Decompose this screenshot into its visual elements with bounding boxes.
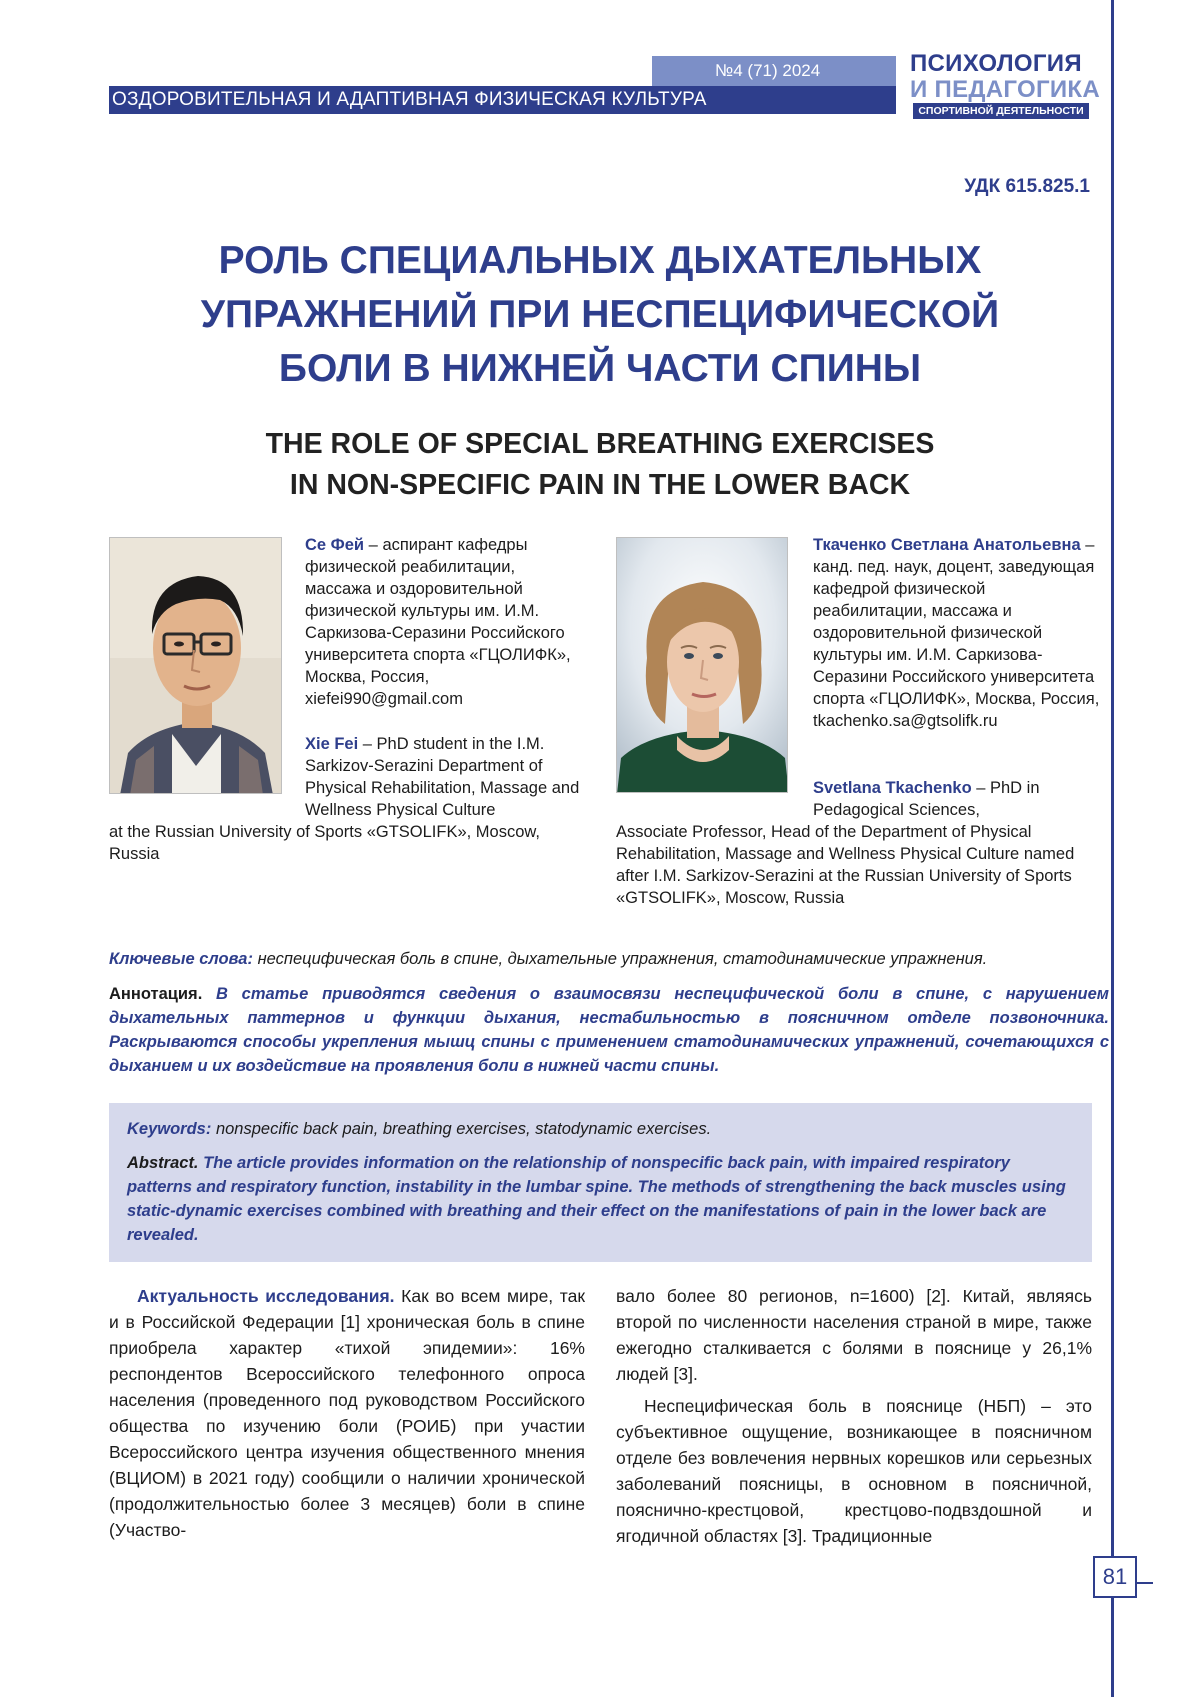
title-ru-line3: БОЛИ В НИЖНЕЙ ЧАСТИ СПИНЫ [278, 347, 922, 390]
logo-line1: ПСИХОЛОГИЯ [910, 50, 1082, 77]
body-paragraph [109, 1283, 585, 1543]
abstract-en-text: The article provides information on the relationship of nonspecific back pain, with impaired respiratory patterns and respiratory function, instability in the lumbar spine. The methods of strengthening the back muscles using static-dynamic exercises combined with breathing and their effect on the manifestations of pain in the lower back are revealed. [127, 1154, 1066, 1244]
body-column-left [109, 1283, 585, 1543]
body-paragraph: вало более 80 регионов, n=1600) [2]. Китай, являясь второй по численности населения страной в мире, также ежегодно сталкивается с болями в пояснице у 26,1% людей [3]. [616, 1286, 1092, 1384]
body-text: Как во всем мире, так и в Российской Федерации [1] хроническая боль в спине приобрела характер «тихой эпидемии»: 16% респондентов Всероссийского телефонного опроса населения (проведенного под руководством Российского общества по изучению боли (РОИБ) при участии Всероссийского центра изучения общественного мнения (ВЦИОМ) в 2021 году) сообщили о наличии хронической (продолжительностью более 3 месяцев) боли в спине (Участво- [109, 1286, 585, 1540]
page-number: 81 [1093, 1556, 1137, 1598]
author2-bio-en [813, 777, 1103, 821]
right-edge-rule [1111, 0, 1114, 1697]
author2-photo [616, 537, 788, 793]
abstract-ru [109, 982, 1109, 1078]
logo-line2: И ПЕДАГОГИКА [910, 76, 1100, 103]
keywords-ru-label: Ключевые слова: [109, 950, 253, 968]
author2-portrait-illustration [617, 538, 788, 793]
author1-bio-en-cont: at the Russian University of Sports «GTSOLIFK», Moscow, Russia [109, 823, 540, 863]
author1-affiliation-en: – PhD student in the I.M. Sarkizov-Serazini Department of Physical Rehabilitation, Massage and Wellness Physical Culture [305, 735, 580, 819]
journal-logo [905, 50, 1100, 120]
author1-bio-ru [305, 534, 585, 710]
author1-photo [109, 537, 282, 794]
title-ru-line1: РОЛЬ СПЕЦИАЛЬНЫХ ДЫХАТЕЛЬНЫХ [218, 239, 982, 282]
body-column-right [616, 1283, 1092, 1549]
keywords-en-text: nonspecific back pain, breathing exercises, statodynamic exercises. [211, 1120, 712, 1138]
author2-name-en: Svetlana Tkachenko [813, 779, 972, 797]
title-english [100, 424, 1100, 506]
title-russian [100, 234, 1100, 396]
author1-name-en: Xie Fei [305, 735, 359, 753]
title-en-line1: THE ROLE OF SPECIAL BREATHING EXERCISES [265, 428, 935, 460]
abstract-en-label: Abstract. [127, 1154, 199, 1172]
author1-affiliation-ru: – аспирант кафедры физической реабилитации, массажа и оздоровительной физической культуры им. И.М. Саркизова-Серазини Российского университета спорта «ГЦОЛИФК», Москва, Россия, xiefei990@gmail.com [305, 536, 571, 708]
author2-affiliation-en: – PhD in Pedagogical Sciences, [813, 779, 1040, 819]
author1-portrait-illustration [110, 538, 282, 794]
issue-number: №4 (71) 2024 [652, 56, 896, 86]
author1-bio-en [305, 733, 585, 821]
abstract-ru-label: Аннотация. [109, 985, 203, 1003]
keywords-ru-text: неспецифическая боль в спине, дыхательные упражнения, статодинамические упражнения. [252, 950, 988, 968]
keywords-en-label: Keywords: [127, 1120, 212, 1138]
section-lead: Актуальность исследования. [137, 1286, 395, 1306]
abstract-en [127, 1151, 1077, 1247]
author1-name-ru: Се Фей [305, 536, 365, 554]
section-header: ОЗДОРОВИТЕЛЬНАЯ И АДАПТИВНАЯ ФИЗИЧЕСКАЯ КУЛЬТУРА [109, 86, 896, 114]
body-paragraph: Неспецифическая боль в пояснице (НБП) – это субъективное ощущение, возникающее в поясничном отделе без вовлечения нервных корешков или серьезных заболеваний поясницы, в основном в поясничной, пояснично-крестцовой, крестцово-подвздошной и ягодичной областях [3]. Традиционные [616, 1396, 1092, 1546]
abstract-ru-text: В статье приводятся сведения о взаимосвязи неспецифической боли в спине, с нарушением дыхательных паттернов и функции дыхания, нестабильностью в поясничном отделе позвоночника. Раскрываются способы укрепления мышц спины с применением статодинамических упражнений, сочетающихся с дыханием и их воздействие на проявления боли в нижней части спины. [109, 985, 1109, 1075]
author2-bio-ru [813, 534, 1103, 732]
title-ru-line2: УПРАЖНЕНИЙ ПРИ НЕСПЕЦИФИЧЕСКОЙ [200, 293, 1000, 336]
logo-line3: СПОРТИВНОЙ ДЕЯТЕЛЬНОСТИ [913, 103, 1089, 119]
keywords-en [127, 1118, 1067, 1140]
author2-affiliation-ru: – канд. пед. наук, доцент, заведующая кафедрой физической реабилитации, массажа и оздоровительной физической культуры им. И.М. Саркизова-Серазини Российского университета спорта «ГЦОЛИФК», Москва, Россия, tkachenko.sa@gtsolifk.ru [813, 536, 1100, 730]
author2-name-ru: Ткаченко Светлана Анатольевна [813, 536, 1081, 554]
keywords-ru [109, 948, 1109, 970]
english-summary-box [109, 1103, 1092, 1262]
title-en-line2: IN NON-SPECIFIC PAIN IN THE LOWER BACK [289, 469, 911, 501]
author2-bio-en-cont: Associate Professor, Head of the Department of Physical Rehabilitation, Massage and Wellness Physical Culture named after I.M. Sarkizov-Serazini at the Russian University of Sports «GTSOLIFK», Moscow, Russia [616, 823, 1075, 907]
udk-code: УДК 615.825.1 [964, 176, 1090, 197]
